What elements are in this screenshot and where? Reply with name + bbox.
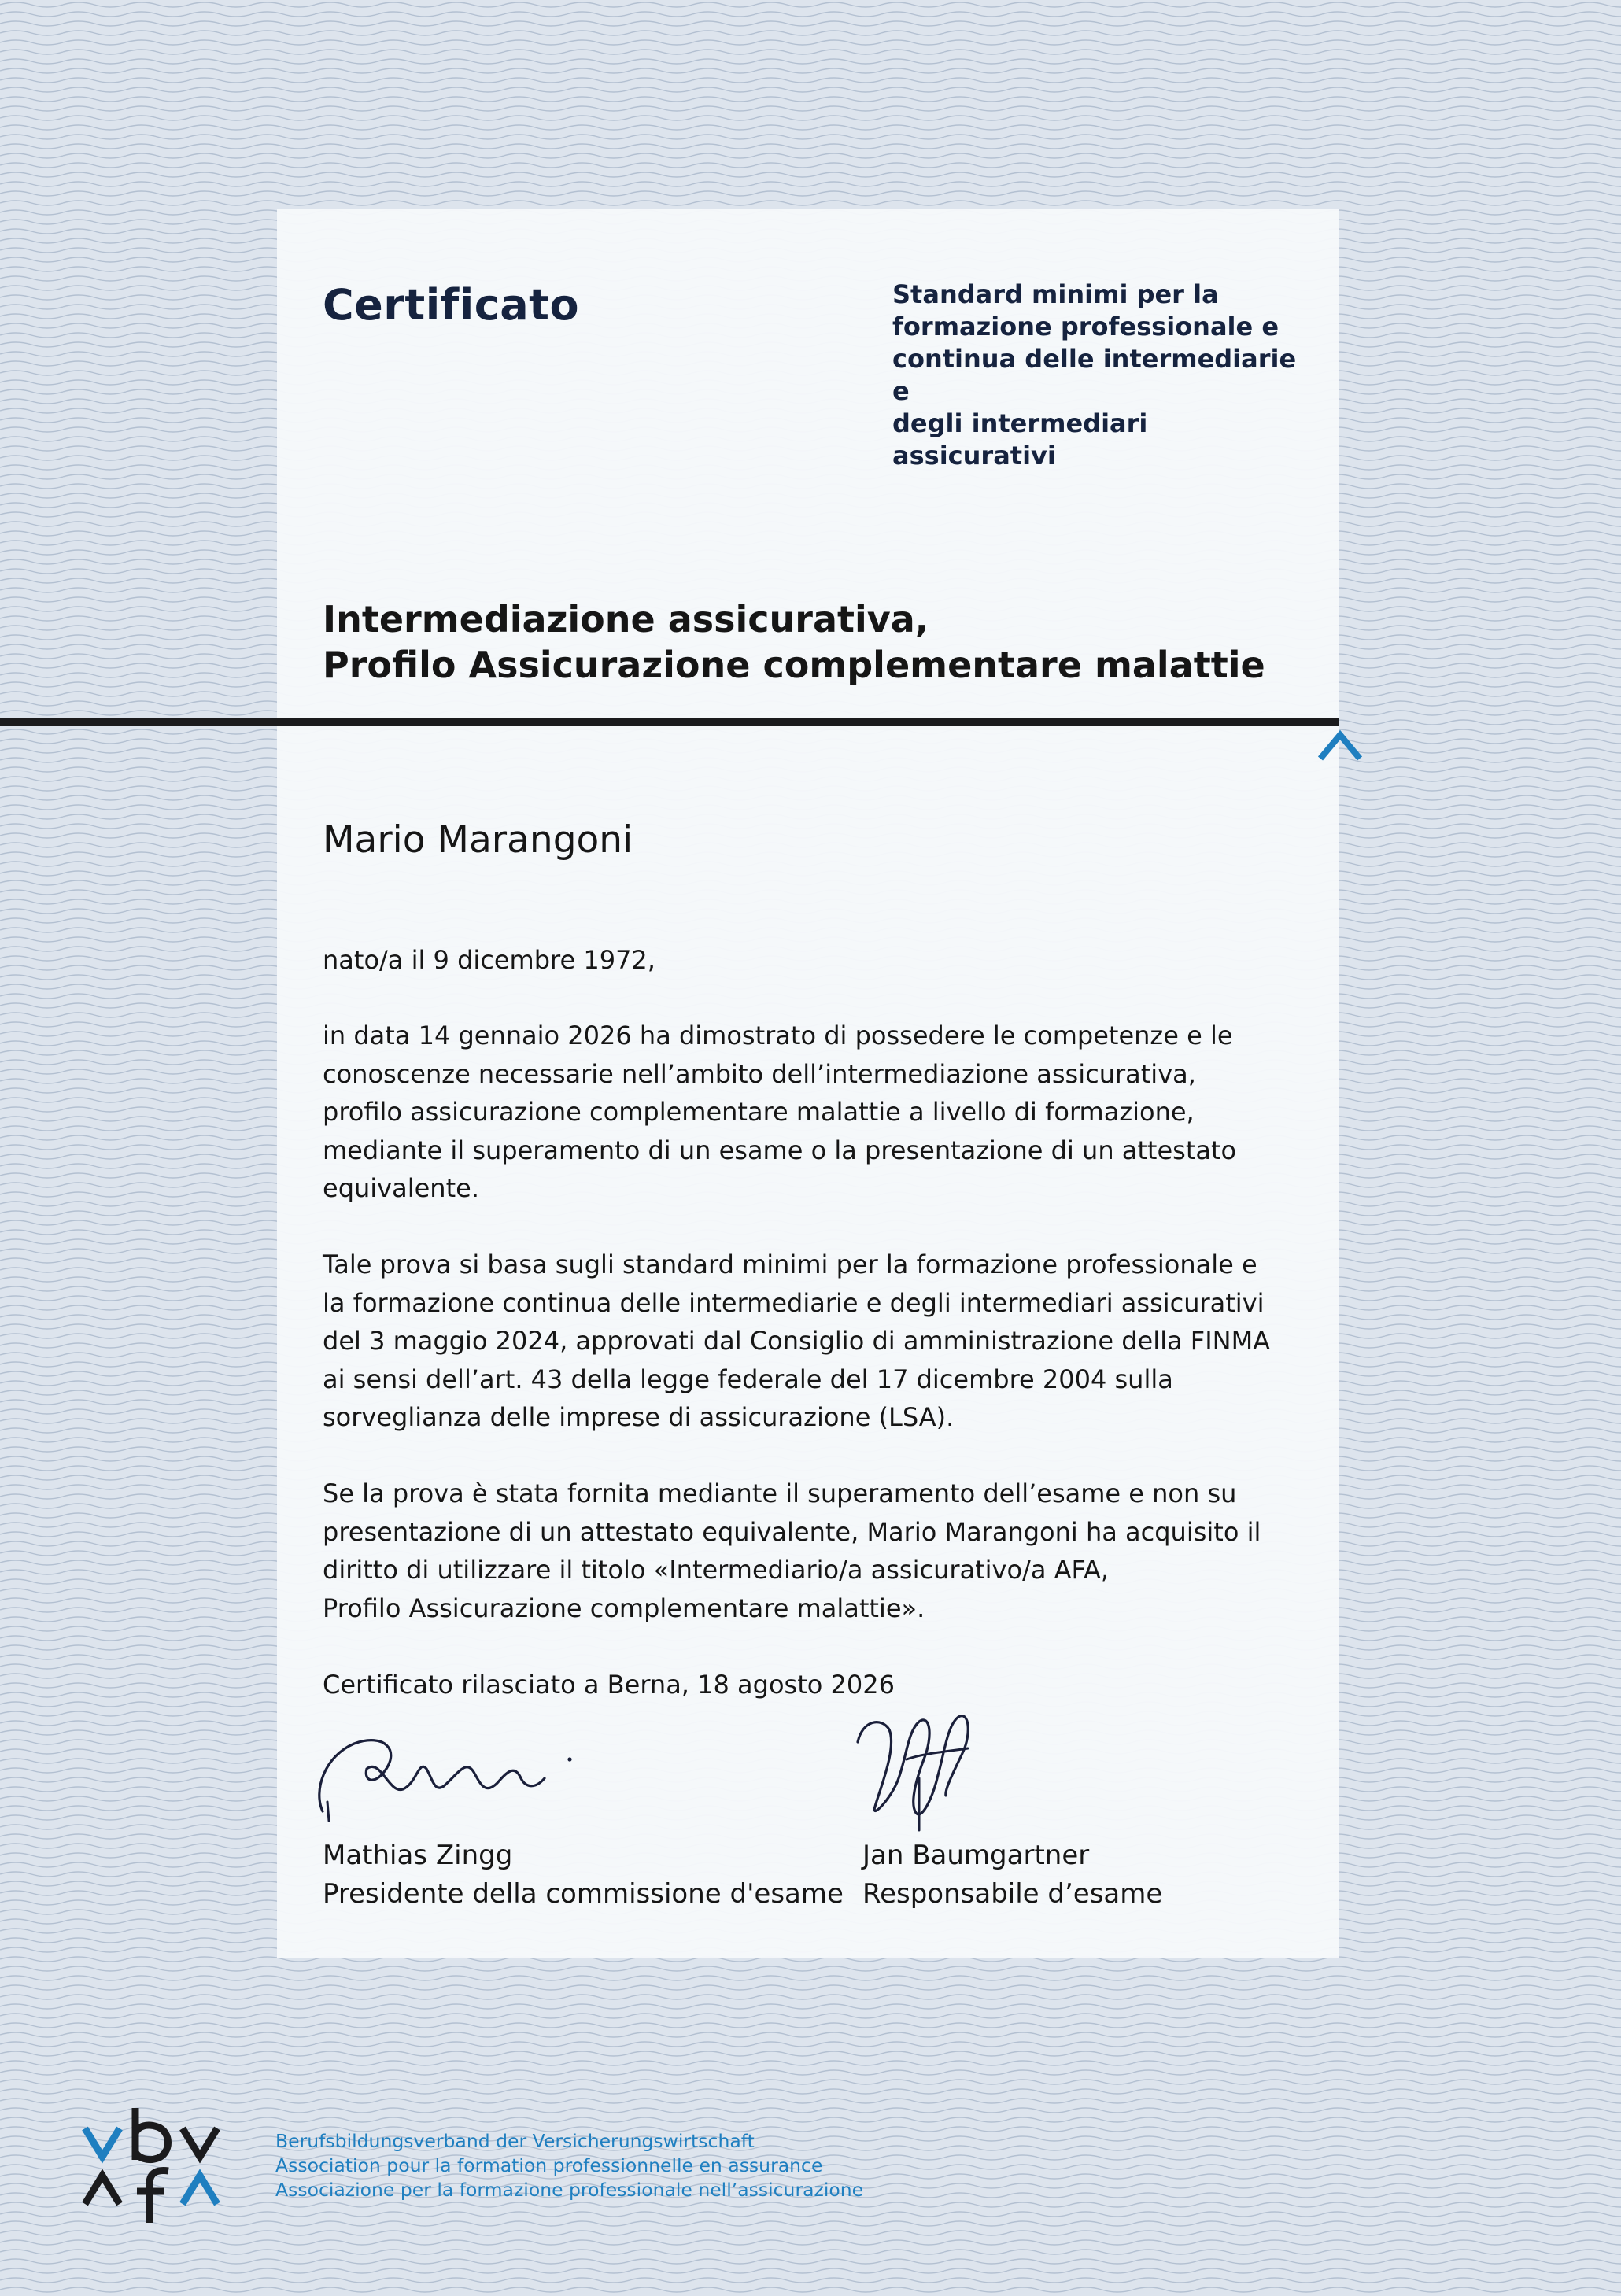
divider-rule [0,718,1339,726]
profile-heading [323,596,1330,688]
standard-line: continua delle intermediarie e [892,344,1297,406]
profile-line: Intermediazione assicurativa, [323,598,929,640]
paragraph-line: conoscenze necessarie nell’ambito dell’intermediazione assicurativa, [323,1058,1196,1089]
signer-name: Mathias Zingg [323,1840,513,1871]
profile-line: Profilo Assicurazione complementare malattie [323,644,1265,686]
paragraph-legal-basis [323,1246,1336,1437]
paragraph-line: diritto di utilizzare il titolo «Intermediario/a assicurativo/a AFA, [323,1555,1110,1585]
paragraph-line: profilo assicurazione complementare malattie a livello di formazione, [323,1097,1195,1127]
paragraph-line: Se la prova è stata fornita mediante il superamento dell’esame e non su [323,1478,1237,1508]
standard-line: formazione professionale e [892,312,1279,341]
standard-heading [892,279,1317,472]
paragraph-line: la formazione continua delle intermediarie e degli intermediari assicurativi [323,1287,1265,1318]
issued-text: Certificato rilasciato a Berna, 18 agosto 2026 [323,1670,895,1700]
paragraph-line: ai sensi dell’art. 43 della legge federale del 17 dicembre 2004 sulla [323,1364,1173,1394]
signer-role: Responsabile d’esame [862,1878,1163,1910]
certificate-title: Certificato [323,280,580,330]
signer-role: Presidente della commissione d'esame [323,1878,844,1910]
association-line: Associazione per la formazione professionale nell’assicurazione [275,2179,864,2201]
paragraph-line: sorveglianza delle imprese di assicurazione (LSA). [323,1402,955,1432]
issued-line [323,1666,1336,1704]
paragraph-line: Tale prova si basa sugli standard minimi per la formazione professionale e [323,1250,1257,1279]
association-line: Association pour la formation professionnelle en assurance [275,2154,823,2176]
paragraph-competence [323,1017,1336,1208]
paragraph-line: presentazione di un attestato equivalente, Mario Marangoni ha acquisito il [323,1516,1261,1547]
paragraph-line: equivalente. [323,1173,479,1203]
signer-name: Jan Baumgartner [862,1840,1090,1871]
signature-jan-baumgartner [851,1703,985,1836]
paragraph-line: in data 14 gennaio 2026 ha dimostrato di possedere le competenze e le [323,1021,1233,1050]
vbv-afa-logo [82,2105,239,2224]
paragraph-title-right [323,1475,1336,1627]
association-names [275,2129,863,2202]
paragraph-line: mediante il superamento di un esame o la presentazione di un attestato [323,1135,1237,1165]
chevron-up-icon [1317,729,1363,762]
signer-left [323,1836,844,1914]
association-line: Berufsbildungsverband der Versicherungswirtschaft [275,2130,755,2152]
standard-line: Standard minimi per la [892,279,1219,309]
birth-line [323,941,1336,980]
signer-right [862,1836,1162,1914]
birth-text: nato/a il 9 dicembre 1972, [323,945,655,975]
signature-mathias-zingg [308,1723,584,1825]
standard-line: degli intermediari assicurativi [892,408,1148,471]
holder-name: Mario Marangoni [323,818,633,862]
paragraph-line: del 3 maggio 2024, approvati dal Consiglio di amministrazione della FINMA [323,1326,1271,1356]
paragraph-line: Profilo Assicurazione complementare malattie». [323,1593,925,1623]
